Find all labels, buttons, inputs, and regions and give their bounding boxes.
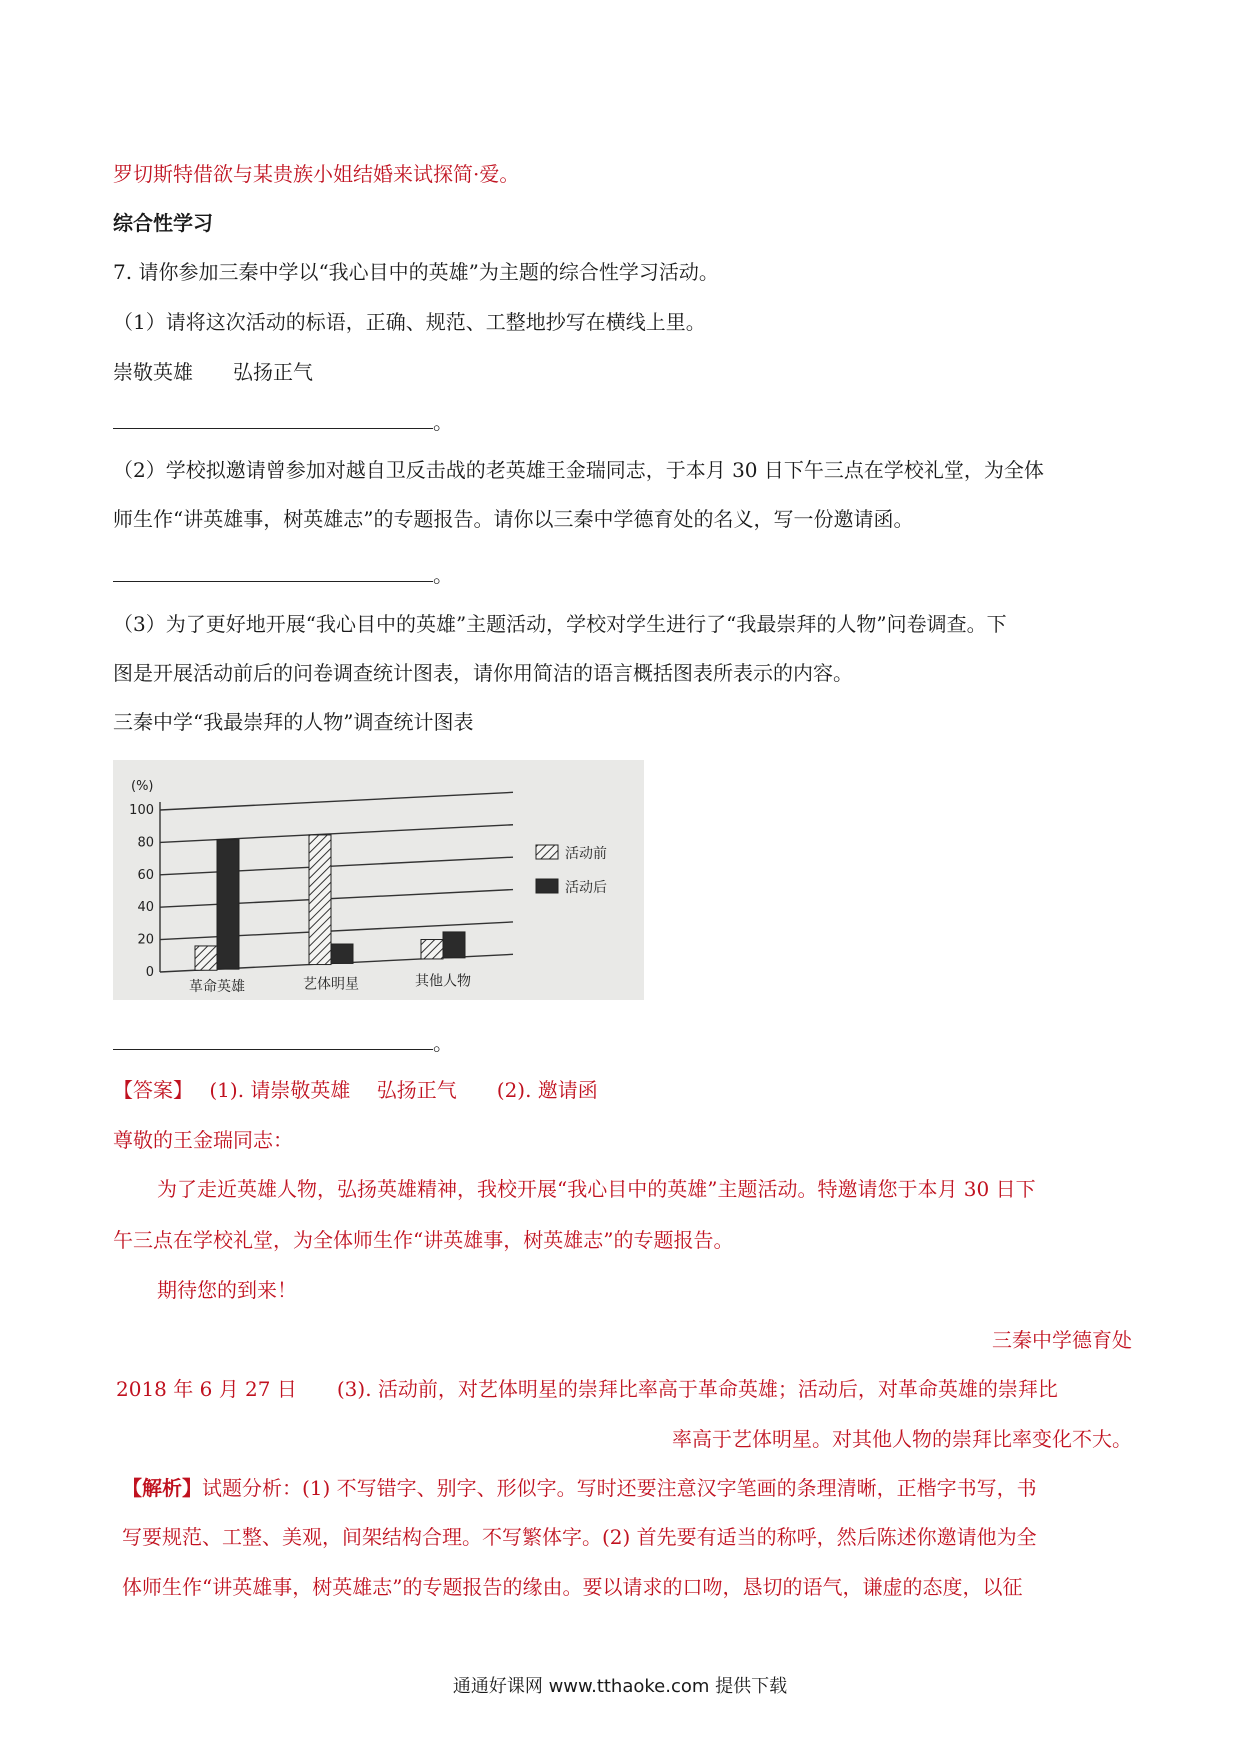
- chart-caption: 三秦中学“我最崇拜的人物”调查统计图表: [113, 710, 474, 734]
- y-axis-label: (%): [131, 779, 154, 794]
- date-and-answer-3: 2018 年 6 月 27 日 (3). 活动前，对艺体明星的崇拜比率高于革命英雄；活动后，对革命英雄的崇拜比: [116, 1377, 1058, 1401]
- x-tick-label: 革命英雄: [189, 979, 245, 996]
- blank-underline: [113, 1029, 433, 1050]
- question-7-3a: （3）为了更好地开展“我心目中的英雄”主题活动，学校对学生进行了“我最崇拜的人物”问卷调查。下: [113, 612, 1007, 636]
- y-tick-label: 80: [137, 835, 154, 851]
- bar-after: [217, 840, 239, 970]
- y-tick-label: 40: [137, 900, 154, 916]
- analysis-line-2: 写要规范、工整、美观，间架结构合理。不写繁体字。(2) 首先要有适当的称呼，然后陈述你邀请他为全: [122, 1525, 1037, 1549]
- y-tick-label: 100: [129, 803, 154, 818]
- blank-underline: [113, 561, 433, 582]
- answer-line-2: 。: [113, 561, 453, 588]
- question-7-3b: 图是开展活动前后的问卷调查统计图表，请你用简洁的语言概括图表所表示的内容。: [113, 661, 853, 685]
- blank-underline: [113, 408, 433, 429]
- answer-1-text: (1). 请崇敬英雄 弘扬正气 (2). 邀请函: [209, 1078, 598, 1102]
- gridline: [160, 792, 513, 810]
- gridline: [160, 857, 513, 875]
- x-tick-label: 其他人物: [415, 973, 471, 990]
- section-title: 综合性学习: [113, 211, 213, 235]
- letter-signature: 三秦中学德育处: [992, 1328, 1132, 1352]
- answer-label: 【答案】: [113, 1078, 183, 1102]
- letter-body-1: 为了走近英雄人物，弘扬英雄精神，我校开展“我心目中的英雄”主题活动。特邀请您于本月 30 日下: [157, 1177, 1036, 1201]
- analysis-label: 【解析】: [122, 1476, 202, 1500]
- x-tick-label: 艺体明星: [303, 976, 359, 993]
- slogan-text: 崇敬英雄 弘扬正气: [113, 360, 313, 384]
- analysis-line-1: [122, 1475, 1037, 1501]
- gridline: [160, 890, 513, 908]
- carryover-line: 罗切斯特借欲与某贵族小姐结婚来试探简·爱。: [113, 162, 520, 186]
- y-tick-label: 0: [145, 965, 154, 980]
- question-7: 7. 请你参加三秦中学以“我心目中的英雄”为主题的综合性学习活动。: [113, 260, 719, 284]
- answer-1: [113, 1077, 598, 1103]
- legend-label-after: 活动后: [565, 880, 607, 896]
- legend-swatch-after: [536, 879, 558, 893]
- letter-salutation: 尊敬的王金瑞同志：: [113, 1128, 293, 1152]
- answer-line-1: 。: [113, 408, 453, 435]
- answer-line-3: 。: [113, 1029, 453, 1056]
- bar-before: [309, 835, 331, 965]
- page-footer: 通通好课网 www.tthaoke.com 提供下载: [452, 1676, 788, 1697]
- question-7-1: （1）请将这次活动的标语，正确、规范、工整地抄写在横线上里。: [113, 310, 706, 334]
- bar-after: [443, 932, 465, 958]
- bar-after: [331, 944, 353, 963]
- answer-3-continued: 率高于艺体明星。对其他人物的崇拜比率变化不大。: [672, 1427, 1132, 1451]
- bar-before: [195, 946, 217, 970]
- letter-closing: 期待您的到来！: [157, 1278, 297, 1302]
- survey-chart: [113, 760, 644, 1000]
- legend-swatch-before: [536, 845, 558, 859]
- analysis-line-3: 体师生作“讲英雄事，树英雄志”的专题报告的缘由。要以请求的口吻，恳切的语气，谦虚的态度，以征: [122, 1575, 1023, 1599]
- gridline: [160, 825, 513, 843]
- survey-chart-svg: [113, 760, 644, 1000]
- y-tick-label: 60: [137, 867, 154, 883]
- analysis-text-1: 试题分析：(1) 不写错字、别字、形似字。写时还要注意汉字笔画的条理清晰，正楷字书写，书: [202, 1476, 1037, 1500]
- question-7-2a: （2）学校拟邀请曾参加对越自卫反击战的老英雄王金瑞同志，于本月 30 日下午三点在学校礼堂，为全体: [113, 458, 1044, 482]
- letter-body-2: 午三点在学校礼堂，为全体师生作“讲英雄事，树英雄志”的专题报告。: [113, 1228, 734, 1252]
- bar-before: [421, 940, 443, 959]
- y-tick-label: 20: [137, 932, 154, 948]
- legend-label-before: 活动前: [565, 846, 607, 862]
- question-7-2b: 师生作“讲英雄事，树英雄志”的专题报告。请你以三秦中学德育处的名义，写一份邀请函。: [113, 507, 914, 531]
